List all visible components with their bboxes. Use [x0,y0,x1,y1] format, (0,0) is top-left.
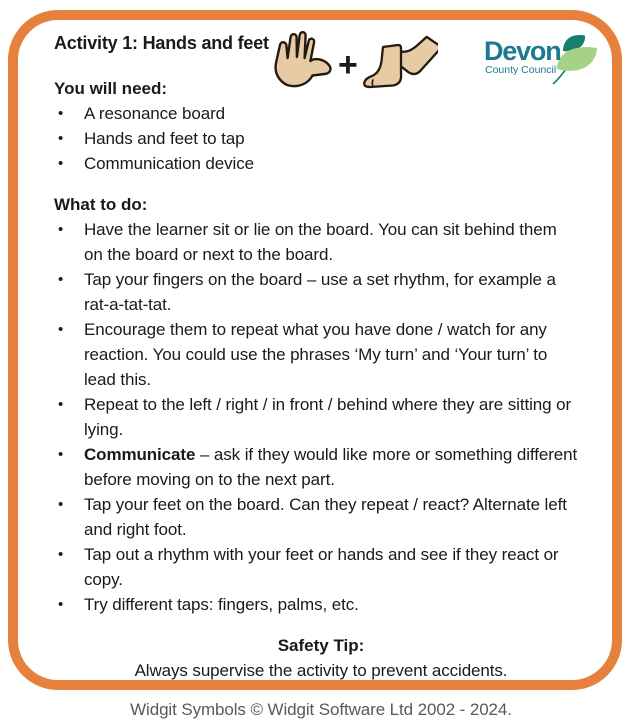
bullet-marker: • [58,221,64,238]
bullet-marker: • [58,446,64,463]
list-item: • Tap your fingers on the board – use a set rhythm, for example a rat-a-tat-tat. [58,267,588,317]
list-item: • Tap out a rhythm with your feet or hands and see if they react or copy. [58,542,588,592]
hand-icon [270,28,334,95]
bullet-marker: • [58,596,64,613]
bullet-marker: • [58,105,64,122]
plus-icon: + [338,45,358,84]
bullet-marker: • [58,155,64,172]
page-title: Activity 1: Hands and feet [54,33,269,53]
feet-icon [362,28,438,95]
emphasis-word: Communicate [84,445,196,464]
bullet-marker: • [58,396,64,413]
list-item: • Communication device [58,151,588,176]
activity-card [8,10,622,719]
safety-tip-heading: Safety Tip: [277,636,365,655]
bullet-marker: • [58,130,64,147]
devon-county-council-logo [484,32,604,91]
symbols-group [270,28,438,95]
list-item: • Try different taps: fingers, palms, etc. [58,592,588,617]
bullet-marker: • [58,496,64,513]
logo-subtitle: County Council [485,64,557,76]
what-to-do-list [54,217,588,617]
card-content [18,20,612,719]
list-item: • Have the learner sit or lie on the board. You can sit behind them on the board or next to the board. [58,217,588,267]
you-will-need-heading: You will need: [54,79,168,98]
safety-tip-text: Always supervise the activity to prevent accidents. [134,661,508,680]
bullet-marker: • [58,271,64,288]
safety-tip-section [54,633,588,683]
list-item: • Communicate – ask if they would like more or something different before moving on to the next part. [58,442,588,492]
bullet-marker: • [58,321,64,338]
logo-name: Devon [484,36,561,66]
list-item: • Hands and feet to tap [58,126,588,151]
what-to-do-heading: What to do: [54,195,148,214]
copyright-notice: Widgit Symbols © Widgit Software Ltd 2002 - 2024. [130,700,512,719]
list-item: • Repeat to the left / right / in front / behind where they are sitting or lying. [58,392,588,442]
logo-leaf-light [557,47,597,71]
list-item: • A resonance board [58,101,588,126]
list-item: • Tap your feet on the board. Can they repeat / react? Alternate left and right foot. [58,492,588,542]
list-item: • Encourage them to repeat what you have done / watch for any reaction. You could use the phrases ‘My turn’ and ‘Your turn’ to lead this. [58,317,588,392]
bullet-marker: • [58,546,64,563]
you-will-need-list [54,101,588,176]
